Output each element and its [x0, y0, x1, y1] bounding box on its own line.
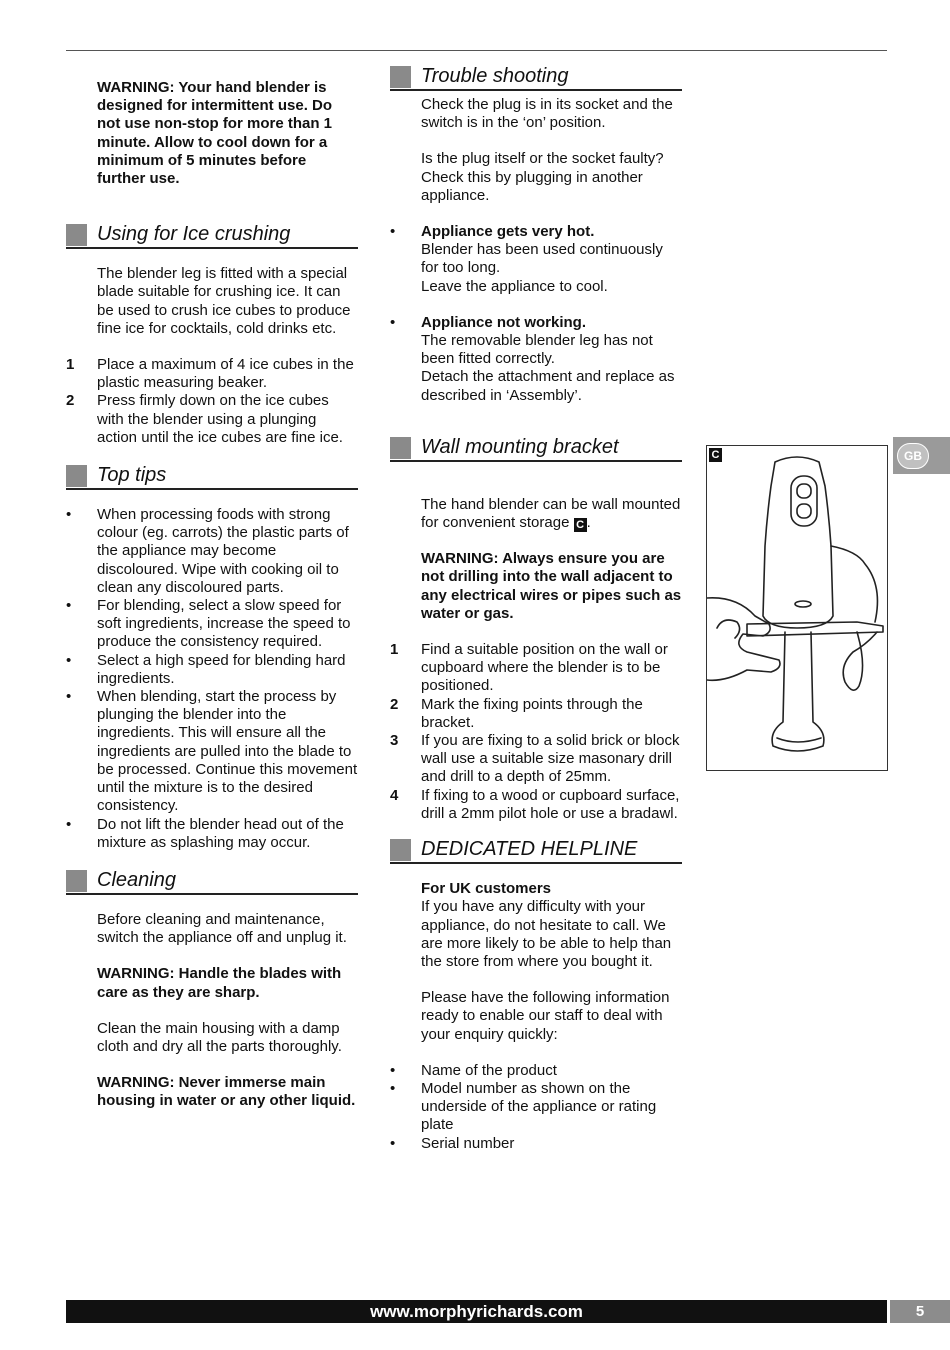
- heading-text: Using for Ice crushing: [97, 223, 291, 246]
- heading-square-icon: [390, 437, 411, 459]
- wall-intro-end: .: [586, 514, 591, 532]
- heading-square-icon: [390, 66, 411, 88]
- step-number: 1: [66, 356, 75, 374]
- cleaning-warning: WARNING: Handle the blades with care as they are sharp.: [97, 965, 342, 1001]
- section-heading-helpline: [390, 837, 682, 864]
- step-number: 3: [390, 732, 399, 750]
- section-heading-trouble-shooting: [390, 64, 682, 91]
- helpline-item: [390, 1080, 682, 1135]
- cleaning-text: Before cleaning and maintenance, switch the appliance off and unplug it.: [97, 910, 347, 947]
- heading-text: Cleaning: [97, 868, 176, 891]
- step-number: 1: [390, 641, 399, 659]
- bullet-icon: •: [66, 815, 72, 833]
- section-heading-ice-crushing: [66, 222, 358, 249]
- tip-text: For blending, select a slow speed for soft ingredients, increase the speed to produce the consistency required.: [97, 597, 351, 651]
- heading-text: DEDICATED HELPLINE: [421, 838, 638, 861]
- helpline-item: [390, 1062, 682, 1080]
- cleaning-warning: WARNING: Never immerse main housing in water or any other liquid.: [97, 1074, 356, 1110]
- ice-intro: The blender leg is fitted with a special blade suitable for crushing ice. It can be used to crush ice cubes to produce fine ice for cocktails, cold drinks etc.: [97, 265, 351, 337]
- trouble-title: Appliance gets very hot.: [421, 223, 595, 241]
- heading-text: Top tips: [97, 464, 167, 487]
- tip-item: [66, 506, 358, 597]
- heading-square-icon: [66, 870, 87, 892]
- helpline-subheading: For UK customers: [421, 880, 552, 898]
- step-text: If you are fixing to a solid brick or block wall use a suitable size masonary drill and drill to a depth of 25mm.: [421, 732, 680, 786]
- helpline-item: [390, 1135, 682, 1153]
- tip-item: [66, 816, 358, 852]
- step-text: If fixing to a wood or cupboard surface, drill a 2mm pilot hole or use a bradawl.: [421, 786, 680, 822]
- section-heading-cleaning: [66, 868, 358, 895]
- ice-step: [66, 392, 358, 447]
- left-column: [66, 79, 358, 1111]
- top-rule: [66, 50, 887, 51]
- tip-text: When blending, start the process by plunging the blender into the ingredients. This will ensure all the ingredients are pulled into the blade to be processed. Continue this movement until the mixture is to the desired consistency.: [97, 688, 358, 815]
- trouble-text: Is the plug itself or the socket faulty? Check this by plugging in another appliance.: [421, 150, 664, 204]
- wall-warning: WARNING: Always ensure you are not drilling into the wall adjacent to any electrical wires or pipes such as water or gas.: [421, 550, 682, 622]
- heading-text: Wall mounting bracket: [421, 435, 619, 458]
- blender-wall-mount-illustration: [707, 446, 887, 770]
- language-tab: [893, 437, 950, 474]
- bullet-icon: •: [66, 597, 72, 615]
- section-heading-top-tips: [66, 463, 358, 490]
- bullet-icon: •: [66, 651, 72, 669]
- bullet-icon: •: [390, 1079, 396, 1097]
- heading-square-icon: [390, 839, 411, 861]
- usage-warning: WARNING: Your hand blender is designed for intermittent use. Do not use non-stop for more than 1 minute. Allow to cool down for a minimum of 5 minutes before further use.: [97, 79, 333, 188]
- tip-item: [66, 688, 358, 815]
- helpline-text: Please have the following information ready to enable our staff to deal with your enquiry quickly:: [421, 989, 670, 1043]
- footer-url: www.morphyrichards.com: [66, 1300, 887, 1323]
- tip-text: When processing foods with strong colour (eg. carrots) the plastic parts of the appliance may become discoloured. Wipe with cooking oil to clean any discoloured parts.: [97, 506, 349, 596]
- trouble-line: Leave the appliance to cool.: [421, 277, 608, 295]
- helpline-item-text: Name of the product: [421, 1061, 557, 1079]
- tip-item: [66, 597, 358, 652]
- step-text: Place a maximum of 4 ice cubes in the plastic measuring beaker.: [97, 356, 354, 392]
- bullet-icon: •: [66, 506, 72, 524]
- wall-intro-text: The hand blender can be wall mounted for convenient storage: [421, 495, 681, 532]
- wall-step: [390, 696, 682, 732]
- trouble-item: [390, 223, 682, 296]
- wall-intro: [390, 496, 682, 532]
- bullet-icon: •: [390, 1061, 396, 1079]
- bullet-icon: •: [390, 223, 396, 241]
- helpline-text: If you have any difficulty with your appliance, do not hesitate to call. We are more likely to be able to help than the store from where you bought it.: [421, 898, 672, 970]
- heading-square-icon: [66, 465, 87, 487]
- step-text: Find a suitable position on the wall or cupboard where the blender is to be positioned.: [421, 641, 668, 695]
- trouble-line: Detach the attachment and replace as described in ‘Assembly’.: [421, 368, 675, 404]
- page-number: 5: [890, 1300, 950, 1323]
- step-number: 4: [390, 786, 399, 804]
- step-number: 2: [390, 695, 399, 713]
- trouble-item: [390, 314, 682, 405]
- trouble-line: Blender has been used continuously for too long.: [421, 241, 663, 277]
- bullet-icon: •: [66, 688, 72, 706]
- tip-text: Do not lift the blender head out of the mixture as splashing may occur.: [97, 815, 344, 851]
- trouble-title: Appliance not working.: [421, 313, 587, 331]
- trouble-text: Check the plug is in its socket and the switch is in the ‘on’ position.: [421, 96, 673, 132]
- tip-item: [66, 652, 358, 688]
- ice-step: [66, 356, 358, 392]
- right-column: [390, 64, 682, 1153]
- helpline-item-text: Serial number: [421, 1134, 515, 1152]
- figure-ref-icon: C: [574, 518, 587, 532]
- language-badge: GB: [897, 443, 929, 469]
- cleaning-text: Clean the main housing with a damp cloth and dry all the parts thoroughly.: [97, 1019, 342, 1055]
- figure-c-wall-mount: [706, 445, 888, 771]
- wall-step: [390, 732, 682, 787]
- figure-label: C: [709, 448, 722, 462]
- section-heading-wall-mounting: [390, 435, 682, 462]
- heading-text: Trouble shooting: [421, 65, 569, 87]
- helpline-item-text: Model number as shown on the underside of the appliance or rating plate: [421, 1079, 657, 1134]
- bullet-icon: •: [390, 1134, 396, 1152]
- heading-square-icon: [66, 224, 87, 246]
- tip-text: Select a high speed for blending hard ingredients.: [97, 651, 346, 687]
- bullet-icon: •: [390, 313, 396, 331]
- wall-step: [390, 641, 682, 696]
- step-number: 2: [66, 392, 75, 410]
- step-text: Mark the fixing points through the bracket.: [421, 695, 643, 731]
- trouble-line: The removable blender leg has not been fitted correctly.: [421, 332, 653, 368]
- step-text: Press firmly down on the ice cubes with the blender using a plunging action until the ice cubes are fine ice.: [97, 392, 343, 446]
- wall-step: [390, 787, 682, 823]
